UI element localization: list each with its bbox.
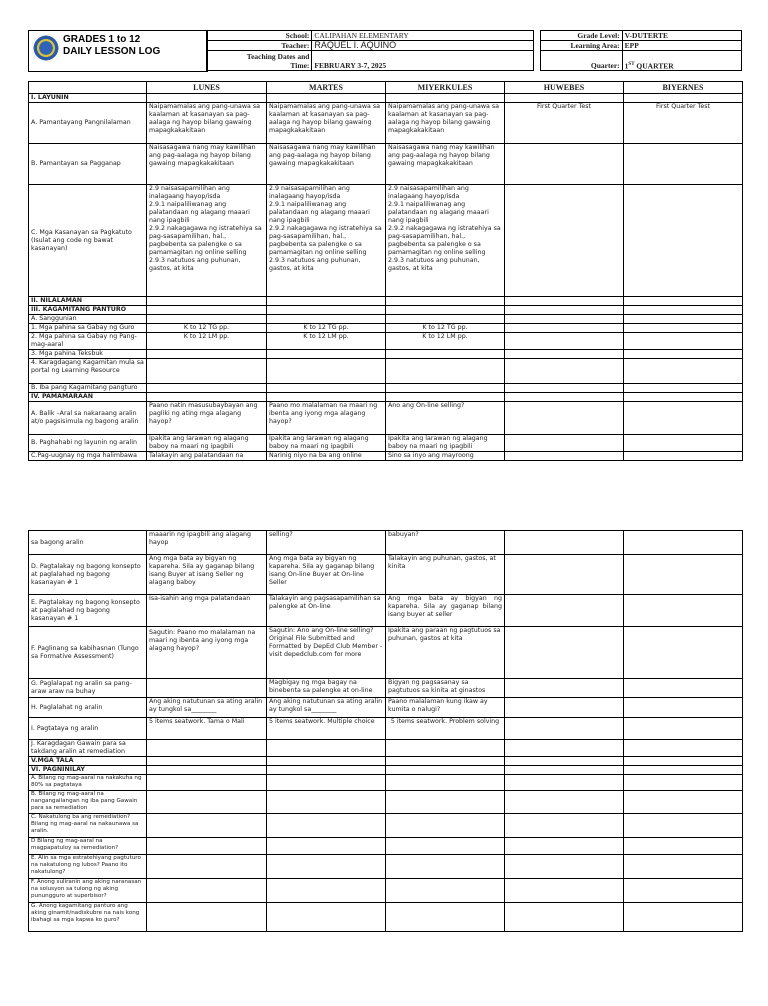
row-label: 2. Mga pahina sa Gabay ng Pang-mag-aaral xyxy=(29,333,147,350)
day-wednesday: MIYERKULES xyxy=(386,82,505,94)
row-label: H. Paglalahat ng aralin xyxy=(29,698,147,718)
competency-cell: 2.9 naisasapamilihan ang inalagaang hayop/isda 2.9.1 naipaliliwanag ang palatandaan ng alagang maaari nang ipagbili 2.9.2 nakagagawa ng istratehiya sa pag-sasapamilihan, hal., pagbebenta sa palengke o sa pamamagitan ng online selling 2.9.3 natutuos ang puhunan, gastos, at kita xyxy=(386,185,505,297)
row-label: A. Balik –Aral sa nakaraang aralin at/o pagsisimula ng bagong aralin xyxy=(29,402,147,435)
reflection-label: A. Bilang ng mag-aaral na nakakuha ng 80% sa pagtataya xyxy=(29,775,147,791)
row-label: A. Pamantayang Pangnilalaman xyxy=(29,103,147,144)
row-label: F. Paglinang sa kabihasnan (Tungo sa Formative Assessment) xyxy=(29,627,147,679)
row-label: C. Mga Kasanayan sa Pagkatuto (Isulat ang code ng bawat kasanayan) xyxy=(29,185,147,297)
row-label: sa bagong aralin xyxy=(29,531,147,555)
section-pagninilay: VI. PAGNINILAY xyxy=(29,766,147,775)
reflection-label: E. Alin sa mga estratehiyang pagtuturo na nakatulong ng lubos? Paano ito nakatulong? xyxy=(29,855,147,879)
day-tuesday: MARTES xyxy=(267,82,386,94)
reflection-label: B. Bilang ng mag-aaral na nangangailangan ng iba pang Gawain para sa remediation xyxy=(29,791,147,814)
teacher-label: Teacher: xyxy=(207,41,312,51)
row-label: E. Pagtalakay ng bagong konsepto at paglalahad ng bagong kasanayan # 1 xyxy=(29,595,147,627)
header xyxy=(28,30,742,74)
deped-seal-icon xyxy=(32,34,60,62)
row-label: D. Pagtalakay ng bagong konsepto at paglalahad ng bagong kasanayan # 1 xyxy=(29,555,147,595)
competency-cell: 2.9 naisasapamilihan ang inalagaang hayop/isda 2.9.1 naipaliliwanag ang palatandaan ng alagang maaari nang ipagbili 2.9.2 nakagagawa ng istratehiya sa pag-sasapamilihan, hal., pagbebenta sa palengke o sa pamamagitan ng online selling 2.9.3 natutuos ang puhunan, gastos, at kita xyxy=(267,185,386,297)
cell-text: Naipamamalas ang pang-unawa sa kaalaman at kasanayan sa pag-aalaga ng hayop bilang gawaing mapagkakakitaan xyxy=(267,103,386,144)
reflection-label: D Bilang ng mag-aaral na magpapatuloy sa remediation? xyxy=(29,838,147,855)
cell-text: Naipamamalas ang pang-unawa sa kaalaman at kasanayan sa pag-aalaga ng hayop bilang gawaing mapagkakakitaan xyxy=(386,103,505,144)
title-box xyxy=(28,30,208,72)
cell-test: First Quarter Test xyxy=(505,103,624,144)
competency-cell: 2.9 naisasapamilihan ang inalagaang hayop/isda 2.9.1 naipaliliwanag ang palatandaan ng alagang maaari nang ipagbili 2.9.2 nakagagawa ng istratehiya sa pag-sasapamilihan, hal., pagbebenta sa palengke o sa pamamagitan ng online selling 2.9.3 natutuos ang puhunan, gastos, at kita xyxy=(147,185,267,297)
title-line-1: GRADES 1 to 12 xyxy=(63,34,141,45)
document-page xyxy=(28,30,742,74)
row-label: C.Pag-uugnay ng mga halimbawa xyxy=(29,452,147,461)
cell-test: First Quarter Test xyxy=(624,103,743,144)
row-label: B. Iba pang Kagamitang pangturo xyxy=(29,384,147,393)
title-line-2: DAILY LESSON LOG xyxy=(63,46,161,57)
row-label: I. Pagtataya ng aralin xyxy=(29,718,147,740)
grade-value: V-DUTERTE xyxy=(622,31,741,41)
row-label: 4. Karagdagang Kagamitan mula sa portal ng Learning Resource xyxy=(29,359,147,384)
reflection-label: C. Nakatulong ba ang remediation? Bilang ng mag-aaral na nakaunawa sa aralin. xyxy=(29,814,147,838)
cell-text: Naisasagawa nang may kawilihan ang pag-aalaga ng hayop bilang gawaing mapagkakakitaan xyxy=(386,144,505,185)
cell-text: Naisasagawa nang may kawilihan ang pag-aalaga ng hayop bilang gawaing mapagkakakitaan xyxy=(147,144,267,185)
row-label: 3. Mga pahina Teksbuk xyxy=(29,350,147,359)
dates-value: FEBRUARY 3-7, 2025 xyxy=(312,51,533,71)
grade-label: Grade Level: xyxy=(540,31,622,41)
cell-text: Naisasagawa nang may kawilihan ang pag-aalaga ng hayop bilang gawaing mapagkakakitaan xyxy=(267,144,386,185)
section-pamamaraan: IV. PAMAMARAAN xyxy=(29,393,147,402)
day-header-row xyxy=(29,82,743,94)
section-kagamitan: III. KAGAMITANG PANTURO xyxy=(29,306,147,315)
quarter-label: Quarter: xyxy=(540,51,622,71)
document-title xyxy=(63,34,160,58)
info-table xyxy=(206,30,742,71)
quarter-value: 1ST QUARTER xyxy=(622,51,741,71)
section-nilalaman: II. NILALAMAN xyxy=(29,297,147,306)
row-label: J. Karagdagan Gawain para sa takdang aralin at remediation xyxy=(29,740,147,757)
day-thursday: HUWEBES xyxy=(505,82,624,94)
day-friday: BIYERNES xyxy=(624,82,743,94)
area-value: EPP xyxy=(622,41,741,51)
row-label: B. Paghahabi ng layunin ng aralin xyxy=(29,435,147,452)
row-label: 1. Mga pahina sa Gabay ng Guro xyxy=(29,324,147,333)
section-tala: V.MGA TALA xyxy=(29,757,147,766)
teacher-value: RAQUEL I. AQUINO xyxy=(312,41,533,51)
row-label: G. Paglalapat ng aralin sa pang-araw araw na buhay xyxy=(29,679,147,698)
row-label: B. Pamantayan sa Pagganap xyxy=(29,144,147,185)
school-value: CALIPAHAN ELEMENTARY xyxy=(312,31,533,41)
cell-text: Naipamamalas ang pang-unawa sa kaalaman at kasanayan sa pag-aalaga ng hayop bilang gawaing mapagkakakitaan xyxy=(147,103,267,144)
school-label: School: xyxy=(207,31,312,41)
day-monday: LUNES xyxy=(147,82,267,94)
area-label: Learning Area: xyxy=(540,41,622,51)
reflection-label: G. Anong kagamitang panturo ang aking ginamit/nadiskubre na nais kong ibahagi sa mga kapwa ko guro? xyxy=(29,903,147,932)
lesson-log-table-page-1: LUNES MARTES MIYERKULES HUWEBES BIYERNES I. LAYUNIN A. Pamantayang Pangnilalaman Naipamamalas ang pang-unawa sa kaalaman at kasanayan sa pag-aalaga ng hayop bilang gawaing mapagkakakitaan Naipamamalas ang pang-unawa sa kaalaman at kasanayan sa pag-aalaga ng hayop bilang gawaing mapagkakakitaan Naipamamalas ang pang-unawa sa kaalaman at kasanayan sa pag-aalaga ng hayop bilang gawaing mapagkakakitaan First Quarter Test First Quarter Test B. Pamantayan sa Pagganap Naisasagawa nang may kawilihan ang pag-aalaga ng hayop bilang gawaing mapagkakakitaan Naisasagawa nang may kawilihan ang pag-aalaga ng hayop bilang gawaing mapagkakakitaan Naisasagawa nang may kawilihan ang pag-aalaga ng hayop bilang gawaing mapagkakakitaan C. Mga Kasanayan sa Pagkatuto (Isulat ang code ng bawat kasanayan) 2.9 naisasapamilihan ang inalagaang hayop/isda 2.9.1 naipaliliwanag ang palatandaan ng alagang maaari nang ipagbili 2.9.2 nakagagawa ng istratehiya sa pag-sasapamilihan, hal., pagbebenta sa palengke o sa pamamagitan ng online selling 2.9.3 natutuos ang puhunan, gastos, at kita 2.9 naisasapamilihan ang inalagaang hayop/isda 2.9.1 naipaliliwanag ang palatandaan ng alagang maaari nang ipagbili 2.9.2 nakagagawa ng istratehiya sa pag-sasapamilihan, hal., pagbebenta sa palengke o sa pamamagitan ng online selling 2.9.3 natutuos ang puhunan, gastos, at kita 2.9 naisasapamilihan ang inalagaang hayop/isda 2.9.1 naipaliliwanag ang palatandaan ng alagang maaari nang ipagbili 2.9.2 nakagagawa ng istratehiya sa pag-sasapamilihan, hal., pagbebenta sa palengke o sa pamamagitan ng online selling 2.9.3 natutuos ang puhunan, gastos, at kita II. NILALAMAN III. KAGAMITANG PANTURO A. Sanggunian 1. Mga pahina sa Gabay ng Guro K to 12 TG pp. K to 12 TG pp. K to 12 TG pp. 2. Mga pahina sa Gabay ng Pang-mag-aaral K to 12 LM pp. K to 12 LM pp. K to 12 LM pp. 3. Mga pahina Teksbuk 4. Karagdagang Kagamitan mula sa portal ng Learning Resource B. Iba pang Kagamitang pangturo IV. PAMAMARAAN A. Balik –Aral sa nakaraang aralin at/o pagsisimula ng bagong aralin Paano natin masusubaybayan ang pagliki ng ating mga alagang hayop? Paano mo malalaman na maari ng ibenta ang iyong mga alagang hayop? Ano ang On-line selling? B. Paghahabi ng layunin ng aralin Ipakita ang larawan ng alagang baboy na maari ng ipagbili Ipakita ang larawan ng alagang baboy na maari ng ipagbili Ipakita ang larawan ng alagang baboy na maari ng ipagbili C.Pag-uugnay ng mga halimbawa Talakayin ang palatandaan na Narinig niyo na ba ang online Sino sa inyo ang mayroong xyxy=(28,81,743,461)
section-layunin: I. LAYUNIN xyxy=(29,94,147,103)
dates-label: Teaching Dates and Time: xyxy=(207,51,312,71)
reflection-label: F. Anong suliranin ang aking naranasan na solusyon sa tulong ng aking punungguro at superbisor? xyxy=(29,879,147,903)
row-label: A. Sanggunian xyxy=(29,315,147,324)
lesson-log-table-page-2: sa bagong aralin maaarin ng ipagbili ang alagang hayop selling? babuyan? D. Pagtalakay ng bagong konsepto at paglalahad ng bagong kasanayan # 1 Ang mga bata ay bigyan ng kapareha. Sila ay gaganap bilang isang Buyer at isang Seller ng alagang baboy Ang mga bata ay bigyan ng kapareha. Sila ay gaganap bilang isang On-line Buyer at On-line Seller Talakayin ang puhunan, gastos, at kinita E. Pagtalakay ng bagong konsepto at paglalahad ng bagong kasanayan # 1 Isa-isahin ang mga palatandaan Talakayin ang pagsasapamilihan sa palengke at On-line Ang mga bata ay bigyan ng kapareha. Sila ay gaganap bilang isang buyer at seller F. Paglinang sa kabihasnan (Tungo sa Formative Assessment) Sagutin: Paano mo malalaman na maari ng ibenta ang iyong mga alagang hayop? Sagutin: Ano ang On-line selling? Original File Submitted and Formatted by DepEd Club Member - visit depedclub.com for more Ipakita ang paraan ng pagtutuos sa puhunan, gastos at kita G. Paglalapat ng aralin sa pang-araw araw na buhay Magbigay ng mga bagay na binebenta sa palengke at on-line Bigyan ng pagsasanay sa pagtutuos sa kinita at ginastos H. Paglalahat ng aralin Ang aking natutunan sa ating aralin ay tungkol sa________ Ang aking natutunan sa ating aralin ay tungkol sa________ Paano malalaman kung ikaw ay kumita o nalugi? I. Pagtataya ng aralin 5 items seatwork. Tama o Mali 5 items seatwork. Multiple choice 5 items seatwork. Problem solving J. Karagdagan Gawain para sa takdang aralin at remediation V.MGA TALA VI. PAGNINILAY A. Bilang ng mag-aaral na nakakuha ng 80% sa pagtataya B. Bilang ng mag-aaral na nangangailangan ng iba pang Gawain para sa remediation C. Nakatulong ba ang remediation? Bilang ng mag-aaral na nakaunawa sa aralin. D Bilang ng mag-aaral na magpapatuloy sa remediation? E. Alin sa mga estratehiyang pagtuturo na nakatulong ng lubos? Paano ito nakatulong? F. Anong suliranin ang aking naranasan na solusyon sa tulong ng aking punungguro at superbisor? G. Anong kagamitang panturo ang aking ginamit/nadiskubre na nais kong ibahagi sa mga kapwa ko guro? xyxy=(28,530,743,932)
